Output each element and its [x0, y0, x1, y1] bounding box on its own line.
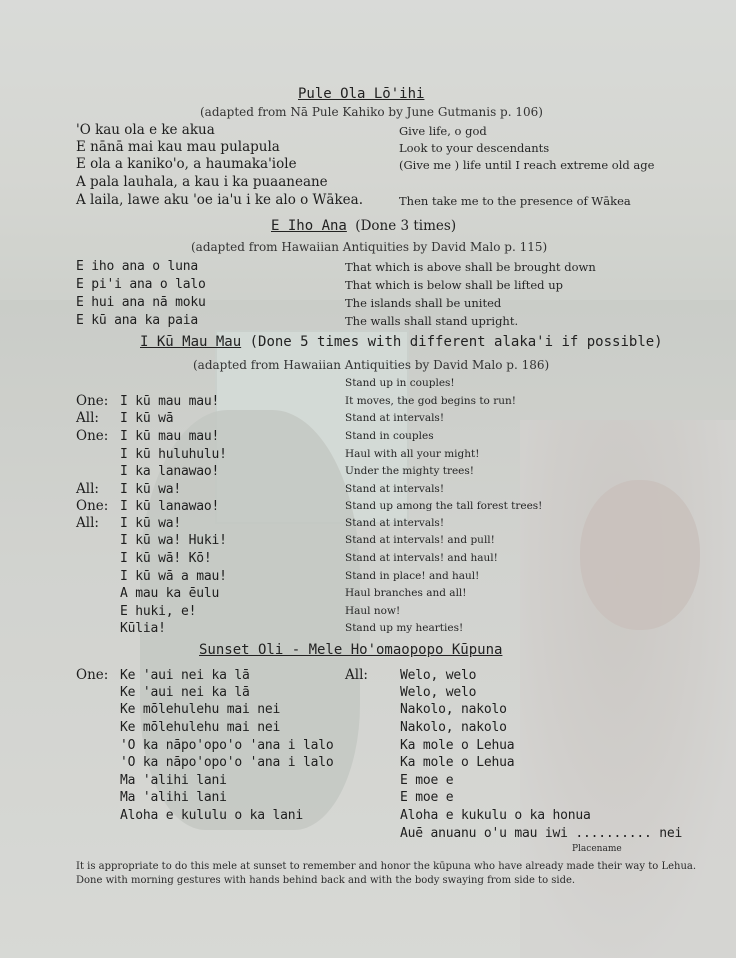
section2-translation: That which is above shall be brought down	[345, 260, 596, 274]
placename-label: Placename	[572, 844, 622, 854]
section1-citation: (adapted from Nā Pule Kahiko by June Gutmanis p. 106)	[200, 105, 543, 119]
section4-right-line: Nakolo, nakolo	[400, 702, 507, 717]
section3-speaker: All:	[76, 410, 99, 426]
section1-translation: (Give me ) life until I reach extreme old age	[399, 158, 655, 172]
section4-left-line: Ma 'alihi lani	[120, 790, 227, 805]
section3-line: I kū wa!	[120, 516, 182, 531]
section4-title: Sunset Oli - Mele Ho'omaopopo Kūpuna	[199, 642, 503, 658]
section3-line: I kū mau mau!	[120, 429, 220, 444]
section3-translation: Stand at intervals!	[345, 483, 445, 495]
section2-citation: (adapted from Hawaiian Antiquities by David Malo p. 115)	[191, 240, 548, 254]
performance-note: It is appropriate to do this mele at sunset to remember and honor the kūpuna who have already made their way to Lehua. Done with morning gestures with hands behind back and with the body swaying from side to side.	[76, 861, 697, 886]
section3-citation: (adapted from Hawaiian Antiquities by David Malo p. 186)	[193, 358, 550, 372]
section4-left-line: Ke mōlehulehu mai nei	[120, 702, 281, 717]
section2-line: E kū ana ka paia	[76, 313, 199, 328]
section4-left-line: Ma 'alihi lani	[120, 773, 227, 788]
section1-translation: Then take me to the presence of Wākea	[399, 194, 631, 208]
section3-line: Kūlia!	[120, 621, 166, 636]
section3-line: I kū lanawao!	[120, 499, 220, 514]
section3-translation: Stand in place! and haul!	[345, 570, 480, 582]
section3-translation: Haul now!	[345, 605, 401, 617]
section1-line: E ola a kaniko'o, a haumaka'iole	[76, 156, 297, 172]
section3-line: I kū wā! Kō!	[120, 551, 212, 566]
section4-left-line: Aloha e kululu o ka lani	[120, 808, 304, 823]
section3-translation: It moves, the god begins to run!	[345, 395, 516, 407]
section3-title: I Kū Mau Mau (Done 5 times with different alaka'i if possible)	[140, 334, 663, 350]
section1-translation: Look to your descendants	[399, 141, 550, 155]
section1-line: E nānā mai kau mau pulapula	[76, 139, 280, 155]
section1-line: A pala lauhala, a kau i ka puaaneane	[76, 174, 328, 190]
section3-translation: Stand at intervals! and pull!	[345, 534, 495, 546]
section3-line: I kū mau mau!	[120, 394, 220, 409]
section4-right-line: Auē anuanu o'u mau iwi .......... nei	[400, 826, 683, 841]
section2-translation: The walls shall stand upright.	[345, 314, 519, 328]
section3-line: I ka lanawao!	[120, 464, 220, 479]
section3-translation: Stand up among the tall forest trees!	[345, 500, 543, 512]
section3-line: E huki, e!	[120, 604, 197, 619]
section3-translation: Stand at intervals!	[345, 412, 445, 424]
section2-line: E hui ana nā moku	[76, 295, 206, 310]
section3-translation: Haul branches and all!	[345, 587, 467, 599]
section3-translation: Haul with all your might!	[345, 448, 480, 460]
section3-translation: Stand at intervals!	[345, 517, 445, 529]
section4-right-line: Welo, welo	[400, 685, 477, 700]
section1-title: Pule Ola Lō'ihi	[298, 86, 425, 102]
section4-right-line: Nakolo, nakolo	[400, 720, 507, 735]
section4-speaker-one: One:	[76, 667, 109, 683]
section3-speaker: One:	[76, 393, 109, 409]
section3-translation: Stand up in couples!	[345, 377, 455, 389]
section3-line: I kū wa!	[120, 482, 182, 497]
section3-line: I kū huluhulu!	[120, 447, 227, 462]
section4-left-line: 'O ka nāpo'opo'o 'ana i lalo	[120, 755, 334, 770]
section3-speaker: One:	[76, 428, 109, 444]
section3-speaker: All:	[76, 481, 99, 497]
section1-translation: Give life, o god	[399, 124, 487, 138]
section2-translation: The islands shall be united	[345, 296, 502, 310]
section4-right-line: Aloha e kukulu o ka honua	[400, 808, 591, 823]
section2-line: E pi'i ana o lalo	[76, 277, 206, 292]
section2-translation: That which is below shall be lifted up	[345, 278, 563, 292]
section4-left-line: Ke mōlehulehu mai nei	[120, 720, 281, 735]
section3-line: I kū wa! Huki!	[120, 533, 227, 548]
section4-left-line: Ke 'aui nei ka lā	[120, 668, 250, 683]
section4-right-line: Ka mole o Lehua	[400, 738, 515, 753]
section1-line: A laila, lawe aku 'oe ia'u i ke alo o Wākea.	[76, 192, 363, 208]
section3-speaker: All:	[76, 515, 99, 531]
section3-translation: Stand up my hearties!	[345, 622, 464, 634]
section3-line: A mau ka ēulu	[120, 586, 220, 601]
section4-right-line: Ka mole o Lehua	[400, 755, 515, 770]
section4-right-line: Welo, welo	[400, 668, 477, 683]
section4-left-line: 'O ka nāpo'opo'o 'ana i lalo	[120, 738, 334, 753]
section3-speaker: One:	[76, 498, 109, 514]
section2-line: E iho ana o luna	[76, 259, 199, 274]
section1-line: 'O kau ola e ke akua	[76, 122, 215, 138]
section4-speaker-all: All:	[345, 667, 368, 683]
section3-line: I kū wā	[120, 411, 174, 426]
section3-translation: Under the mighty trees!	[345, 465, 474, 477]
section3-line: I kū wā a mau!	[120, 569, 227, 584]
section2-title: E Iho Ana (Done 3 times)	[271, 218, 457, 234]
section4-right-line: E moe e	[400, 790, 454, 805]
section3-translation: Stand in couples	[345, 430, 434, 442]
section4-left-line: Ke 'aui nei ka lā	[120, 685, 250, 700]
section3-translation: Stand at intervals! and haul!	[345, 552, 498, 564]
section4-right-line: E moe e	[400, 773, 454, 788]
